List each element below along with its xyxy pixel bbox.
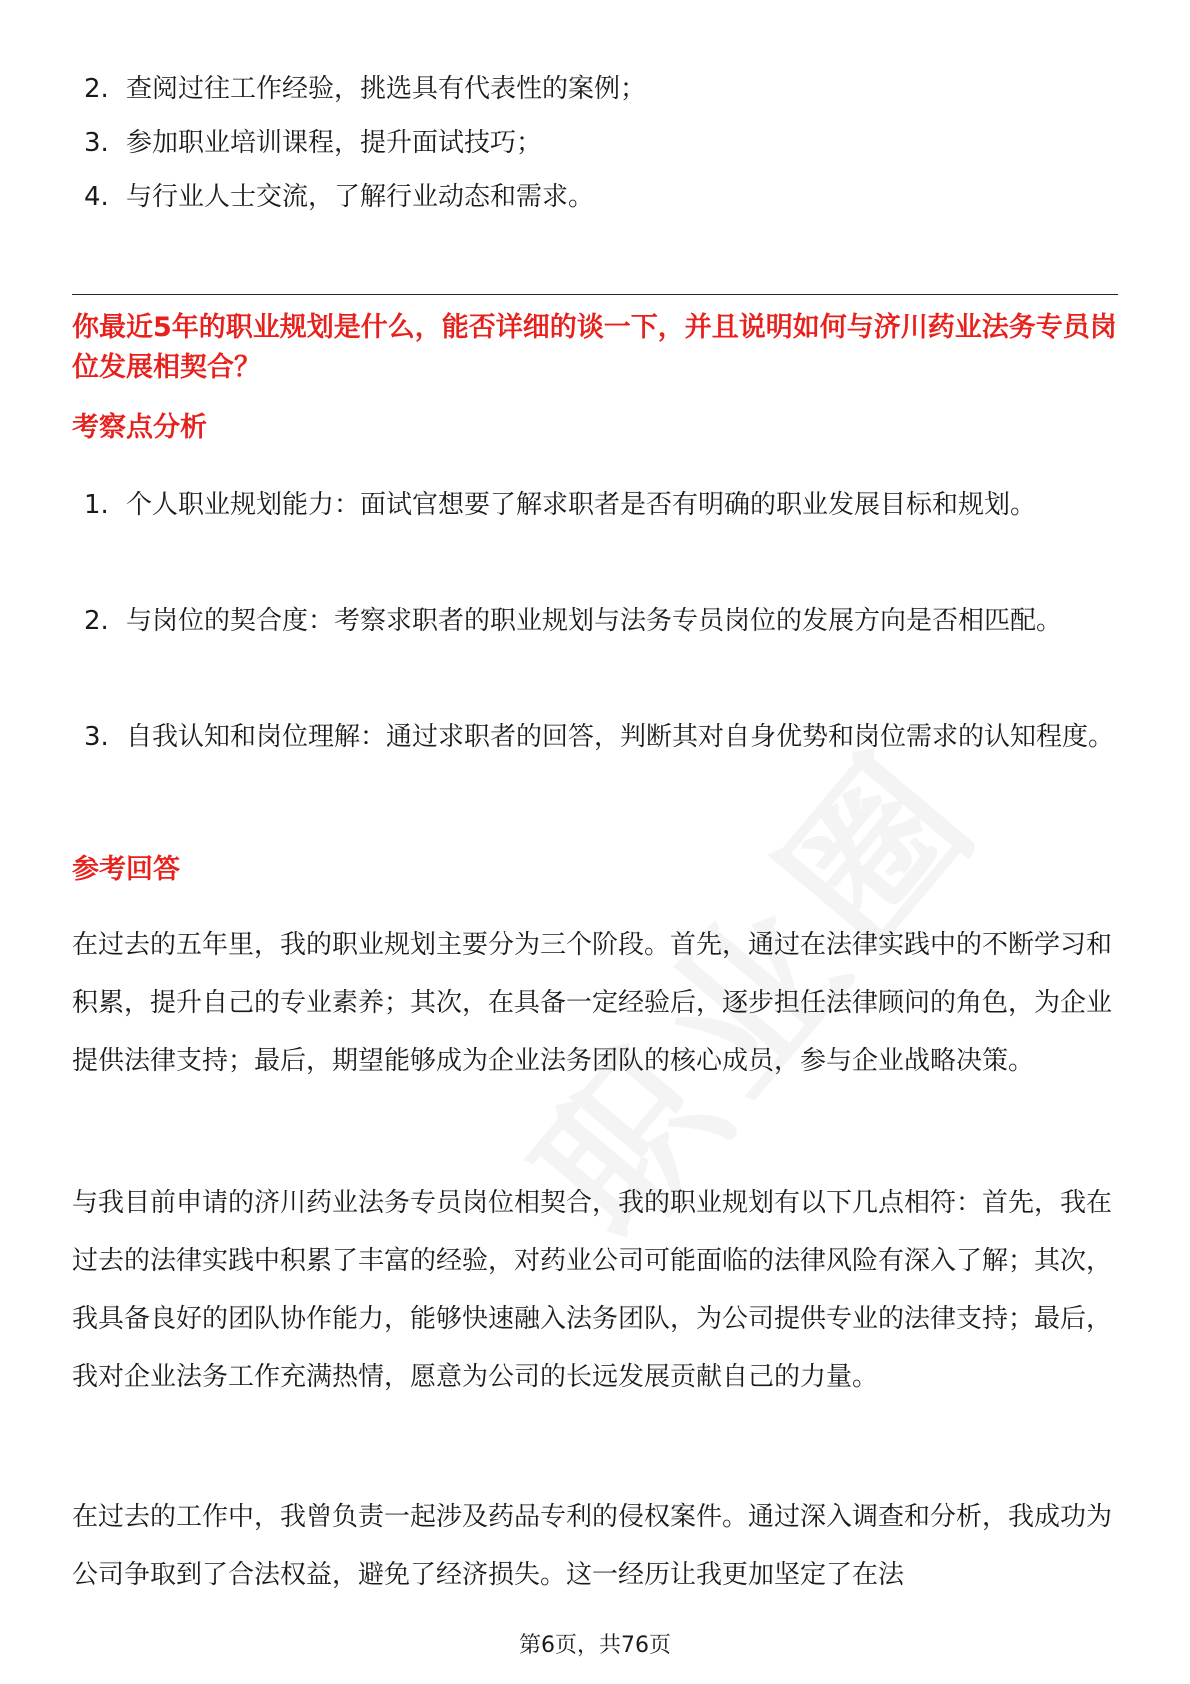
question-heading: 你最近5年的职业规划是什么，能否详细的谈一下，并且说明如何与济川药业法务专员岗位发展相契合？ [72, 312, 1117, 383]
answer-heading: 参考回答 [72, 854, 180, 885]
answer-paragraph: 在过去的五年里，我的职业规划主要分为三个阶段。首先，通过在法律实践中的不断学习和积累，提升自己的专业素养；其次，在具备一定经验后，逐步担任法律顾问的角色，为企业提供法律支持；最后，期望能够成为企业法务团队的核心成员，参与企业战略决策。 [72, 930, 1113, 1076]
list-number: 4. [84, 182, 109, 212]
list-text: 个人职业规划能力：面试官想要了解求职者是否有明确的职业发展目标和规划。 [126, 490, 1037, 520]
list-text: 与岗位的契合度：考察求职者的职业规划与法务专员岗位的发展方向是否相匹配。 [126, 606, 1063, 636]
list-number: 1. [84, 490, 109, 520]
page-number-footer: 第6页，共76页 [519, 1633, 671, 1658]
list-number: 3. [84, 722, 109, 752]
list-text: 查阅过往工作经验，挑选具有代表性的案例； [126, 74, 647, 104]
answer-paragraph: 在过去的工作中，我曾负责一起涉及药品专利的侵权案件。通过深入调查和分析，我成功为公司争取到了合法权益，避免了经济损失。这一经历让我更加坚定了在法 [72, 1502, 1113, 1590]
section-divider [72, 294, 1118, 295]
list-text: 参加职业培训课程，提升面试技巧； [126, 128, 543, 158]
list-number: 2. [84, 74, 109, 104]
list-text: 与行业人士交流，了解行业动态和需求。 [126, 182, 595, 212]
list-number: 3. [84, 128, 109, 158]
list-text: 自我认知和岗位理解：通过求职者的回答，判断其对自身优势和岗位需求的认知程度。 [126, 722, 1115, 752]
analysis-heading: 考察点分析 [72, 412, 207, 443]
answer-paragraph: 与我目前申请的济川药业法务专员岗位相契合，我的职业规划有以下几点相符：首先，我在过去的法律实践中积累了丰富的经验，对药业公司可能面临的法律风险有深入了解；其次，我具备良好的团队协作能力，能够快速融入法务团队，为公司提供专业的法律支持；最后，我对企业法务工作充满热情，愿意为公司的长远发展贡献自己的力量。 [72, 1188, 1113, 1392]
list-number: 2. [84, 606, 109, 636]
